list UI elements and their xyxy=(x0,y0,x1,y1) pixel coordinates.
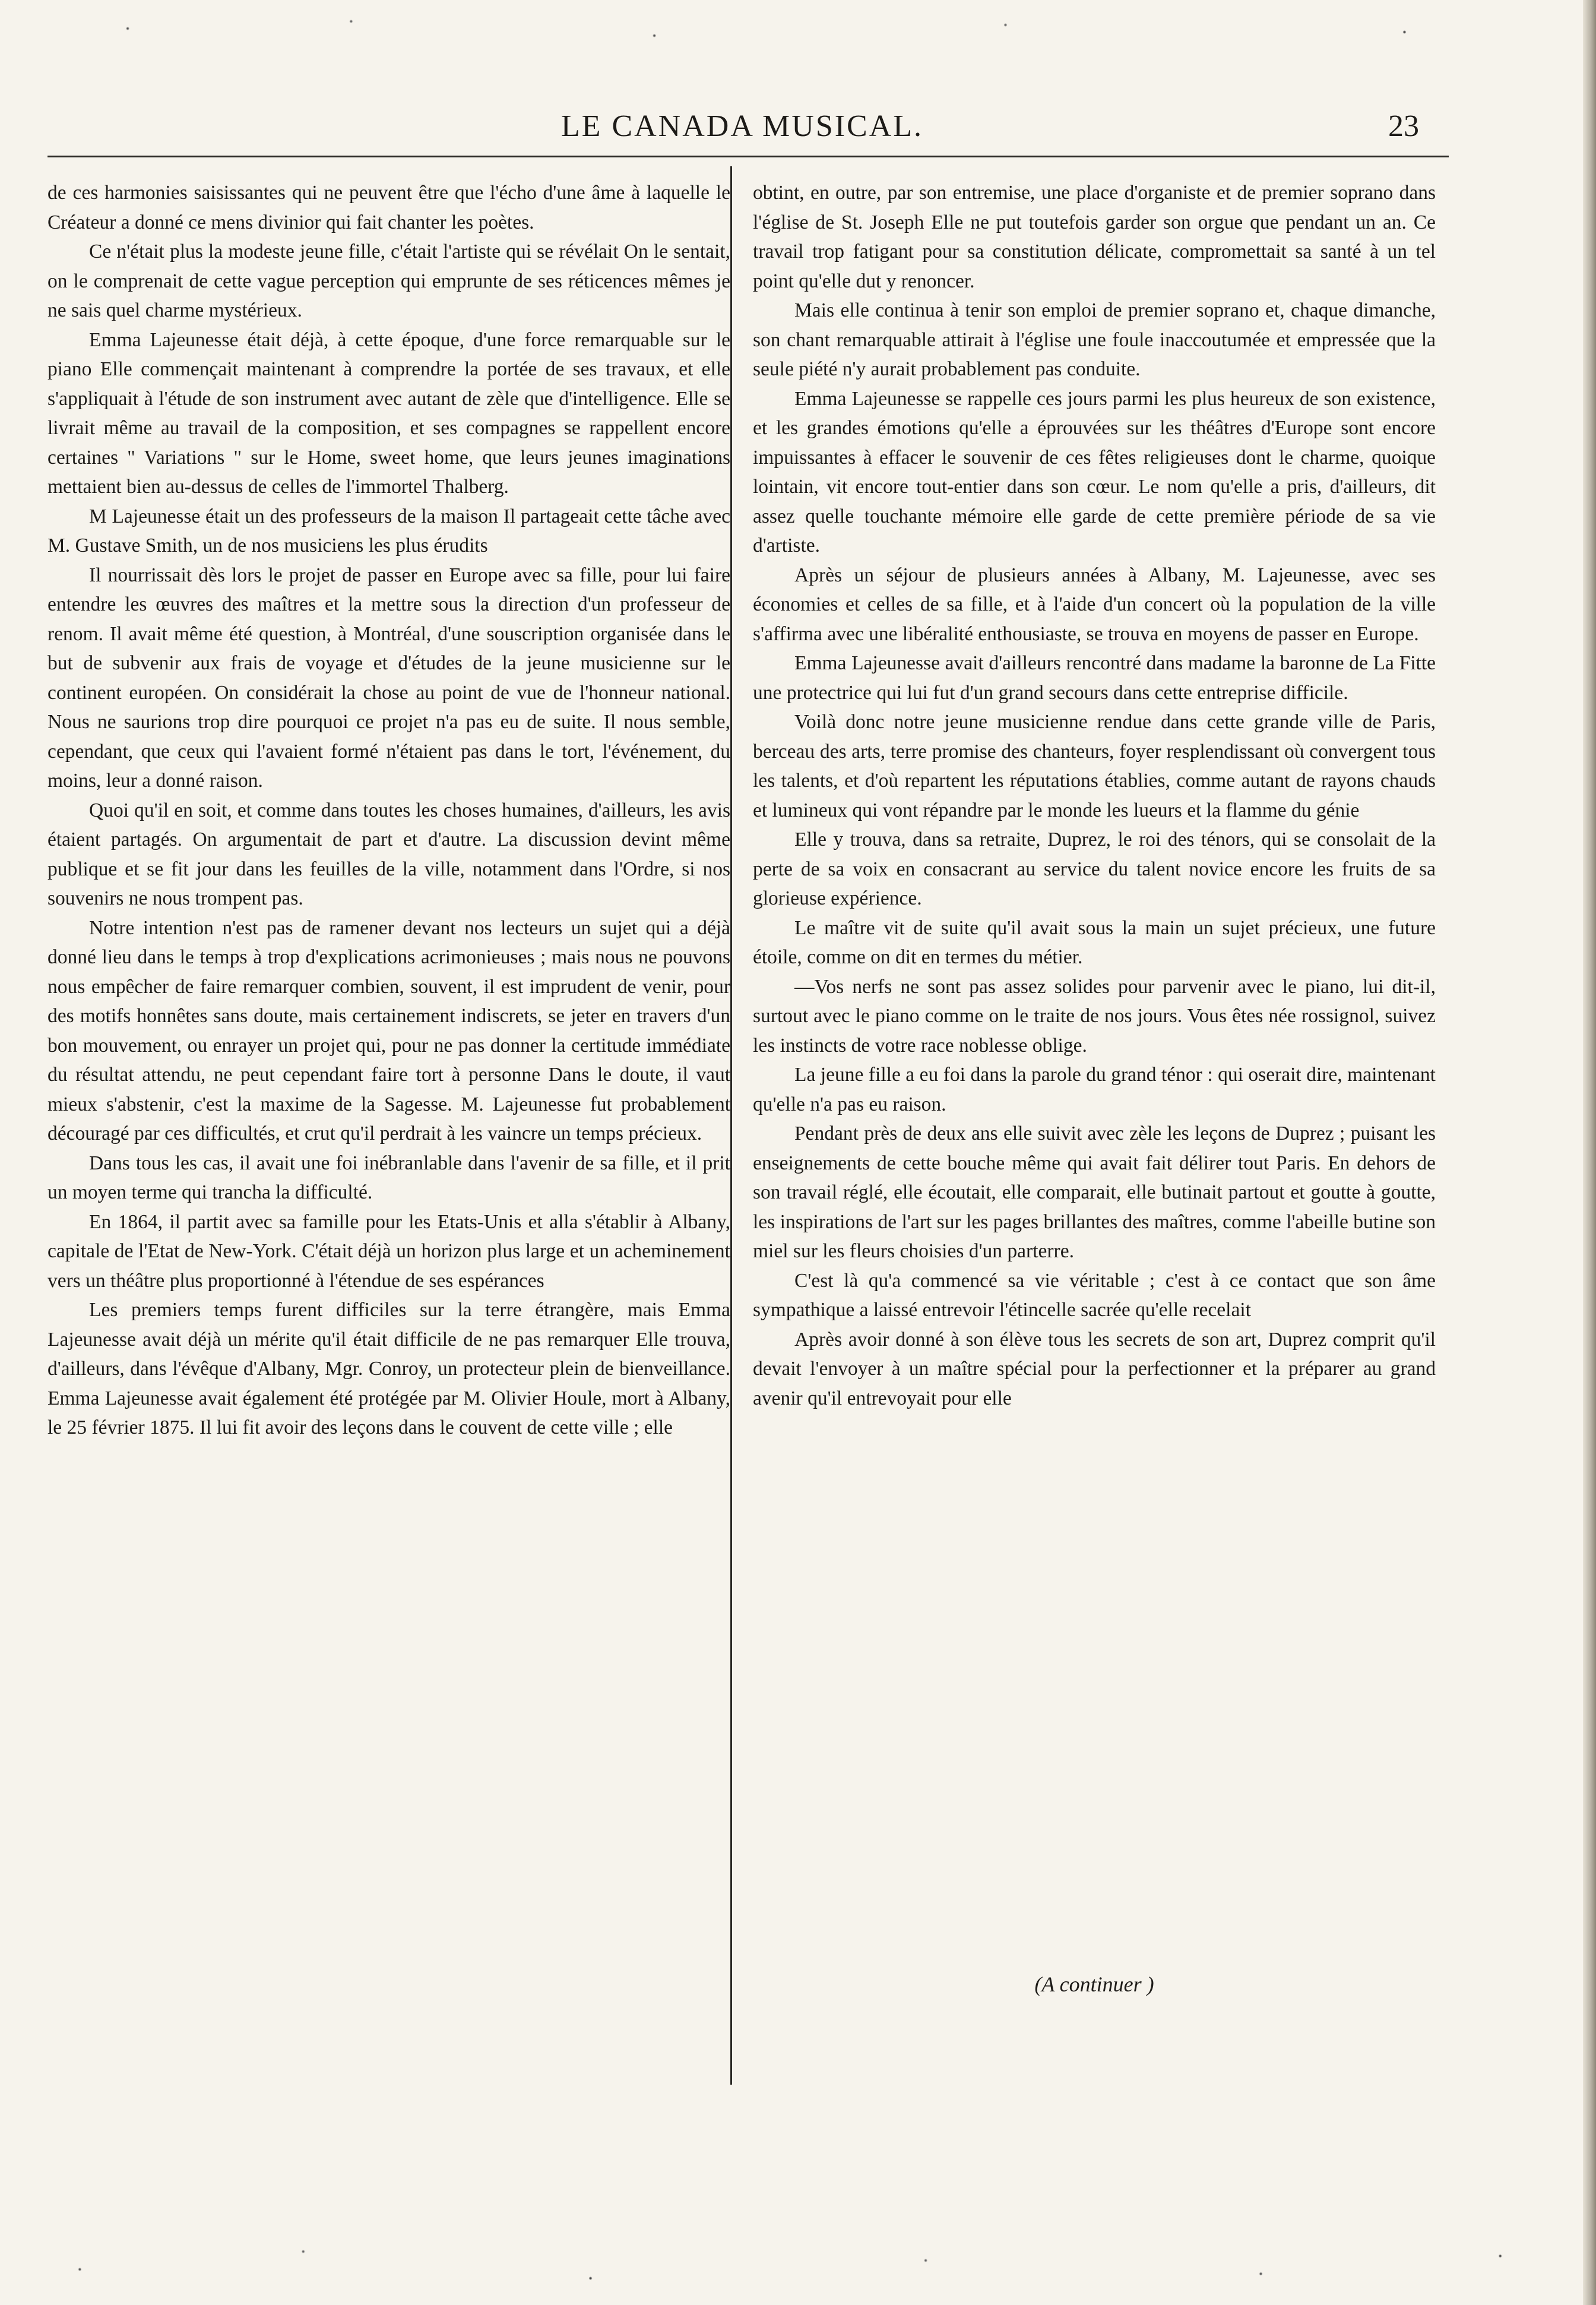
paragraph: Emma Lajeunesse se rappelle ces jours parmi les plus heureux de son existence, et les grandes émotions qu'elle a éprouvées sur les théâtres d'Europe sont encore impuissantes à effacer le souvenir de ces fêtes religieuses dont le charme, quoique lointain, vit encore tout-entier dans son cœur. Le nom qu'elle a pris, d'ailleurs, dit assez quelle touchante mémoire elle garde de cette première période de sa vie d'artiste. xyxy=(753,387,1436,557)
paragraph: Il nourrissait dès lors le projet de passer en Europe avec sa fille, pour lui faire entendre les œuvres des maîtres et la mettre sous la direction d'un professeur de renom. Il avait même été question, à Montréal, d'une souscription organisée dans le but de subvenir aux frais de voyage et d'études de la jeune musicienne sur le continent européen. On considérait la chose au point de vue de l'honneur national. Nous ne saurions trop dire pourquoi ce projet n'a pas eu de suite. Il nous semble, cependant, que ceux qui l'avaient formé n'étaient pas dans le tort, l'événement, du moins, leur a donné raison. xyxy=(48,564,730,792)
paragraph: Notre intention n'est pas de ramener devant nos lecteurs un sujet qui a déjà donné lieu dans le temps à trop d'explications acrimonieuses ; mais nous ne pouvons nous empêcher de faire remarquer combien, souvent, il est imprudent de venir, pour des motifs honnêtes sans doute, mais certainement indiscrets, se jeter en travers d'un bon mouvement, ou enrayer un projet qui, pour ne pas donner la certitude immédiate du résultat attendu, ne peut cependant faire tort à personne Dans le doute, il vaut mieux s'abstenir, c'est la maxime de la Sagesse. M. Lajeunesse fut probablement découragé par ces difficultés, et crut qu'il perdrait à les vaincre un temps précieux. xyxy=(48,916,730,1144)
paragraph: En 1864, il partit avec sa famille pour les Etats-Unis et alla s'établir à Albany, capitale de l'Etat de New-York. C'était déjà un horizon plus large et un acheminement vers un théâtre plus proportionné à l'étendue de ses espérances xyxy=(48,1210,730,1292)
paragraph: Elle y trouva, dans sa retraite, Duprez, le roi des ténors, qui se consolait de la perte de sa voix en consacrant au service du talent novice encore les fruits de sa glorieuse expérience. xyxy=(753,829,1436,909)
paragraph: Dans tous les cas, il avait une foi inébranlable dans l'avenir de sa fille, et il prit un moyen terme qui trancha la difficulté. xyxy=(48,1152,730,1203)
paragraph: La jeune fille a eu foi dans la parole du grand ténor : qui oserait dire, maintenant qu'elle n'a pas eu raison. xyxy=(753,1064,1436,1115)
paragraph: C'est là qu'a commencé sa vie véritable ; c'est à ce contact que son âme sympathique a laissé entrevoir l'étincelle sacrée qu'elle recelait xyxy=(753,1269,1436,1321)
continuation-note: (A continuer ) xyxy=(1034,1972,1154,1996)
paragraph: —Vos nerfs ne sont pas assez solides pour parvenir avec le piano, lui dit-il, surtout avec le piano comme on le traite de nos jours. Vous êtes née rossignol, suivez les instincts de votre race noblesse oblige. xyxy=(753,975,1436,1057)
paragraph: Ce n'était plus la modeste jeune fille, c'était l'artiste qui se révélait On le sentait, on le comprenait de cette vague perception qui emprunte de ses réticences mêmes je ne sais quel charme mystérieux. xyxy=(48,241,730,321)
right-column xyxy=(753,178,1436,1413)
paragraph: M Lajeunesse était un des professeurs de la maison Il partageait cette tâche avec M. Gustave Smith, un de nos musiciens les plus érudits xyxy=(48,505,730,557)
paragraph: Emma Lajeunesse avait d'ailleurs rencontré dans madame la baronne de La Fitte une protectrice qui lui fut d'un grand secours dans cette entreprise difficile. xyxy=(753,652,1436,704)
page-header xyxy=(48,104,1437,151)
paragraph: Quoi qu'il en soit, et comme dans toutes les choses humaines, d'ailleurs, les avis étaient partagés. On argumentait de part et d'autre. La discussion devint même publique et se fit jour dans les feuilles de la ville, notamment dans l'Ordre, si nos souvenirs ne nous trompent pas. xyxy=(48,799,730,909)
page-edge xyxy=(1583,0,1596,2305)
paragraph: Après un séjour de plusieurs années à Albany, M. Lajeunesse, avec ses économies et celles de sa fille, et à l'aide d'un concert où la population de la ville s'affirma avec une libéralité enthousiaste, se trouva en moyens de passer en Europe. xyxy=(753,564,1436,645)
page-number: 23 xyxy=(1388,109,1419,143)
paragraph: Emma Lajeunesse était déjà, à cette époque, d'une force remarquable sur le piano Elle commençait maintenant à comprendre la portée de ses travaux, et elle s'appliquait à l'étude de son instrument avec autant de zèle que d'intelligence. Elle se livrait même au travail de la composition, et ses compagnes se rappellent encore certaines " Variations " sur le Home, sweet home, que leurs jeunes imaginations mettaient bien au-dessus de celles de l'immortel Thalberg. xyxy=(48,328,730,498)
paragraph: obtint, en outre, par son entremise, une place d'organiste et de premier soprano dans l'église de St. Joseph Elle ne put toutefois garder son orgue que pendant un an. Ce travail trop fatigant pour sa constitution délicate, compromettait sa santé à un tel point qu'elle dut y renoncer. xyxy=(753,182,1436,292)
running-title: LE CANADA MUSICAL. xyxy=(560,109,924,143)
paragraph: Les premiers temps furent difficiles sur la terre étrangère, mais Emma Lajeunesse avait déjà un mérite qu'il était difficile de ne pas remarquer Elle trouva, d'ailleurs, dans l'évêque d'Albany, Mgr. Conroy, un protecteur plein de bienveillance. Emma Lajeunesse avait également été protégée par M. Olivier Houle, mort à Albany, le 25 février 1875. Il lui fit avoir des leçons dans le couvent de cette ville ; elle xyxy=(48,1299,730,1438)
paragraph: de ces harmonies saisissantes qui ne peuvent être que l'écho d'une âme à laquelle le Créateur a donné ce mens divinior qui fait chanter les poètes. xyxy=(48,182,730,233)
print-noise-bottom xyxy=(0,2216,1596,2305)
print-noise-top xyxy=(0,0,1596,71)
header-rule xyxy=(48,156,1449,157)
paragraph: Mais elle continua à tenir son emploi de premier soprano et, chaque dimanche, son chant remarquable attirait à l'église une foule inaccoutumée et empressée que la seule piété n'y aurait probablement pas conduite. xyxy=(753,299,1436,380)
paragraph: Voilà donc notre jeune musicienne rendue dans cette grande ville de Paris, berceau des arts, terre promise des chanteurs, foyer resplendissant où convergent tous les talents, et d'où repartent les réputations établies, comme autant de rayons chauds et lumineux qui vont répandre par le monde les lueurs et la flamme du génie xyxy=(753,711,1436,821)
paragraph: Pendant près de deux ans elle suivit avec zèle les leçons de Duprez ; puisant les enseignements de cette bouche même qui avait fait délirer tout Paris. En dehors de son travail réglé, elle écoutait, elle comparait, elle butinait partout et goutte à goutte, les inspirations de l'art sur les pages brillantes des maîtres, comme l'abeille butine son miel sur les fleurs choisies d'un parterre. xyxy=(753,1123,1436,1262)
paragraph: Après avoir donné à son élève tous les secrets de son art, Duprez comprit qu'il devait l'envoyer à un maître spécial pour la perfectionner et la préparer au grand avenir qu'il entrevoyait pour elle xyxy=(753,1328,1436,1409)
column-divider xyxy=(730,166,732,2085)
left-column xyxy=(48,178,730,1443)
paragraph: Le maître vit de suite qu'il avait sous la main un sujet précieux, une future étoile, comme on dit en termes du métier. xyxy=(753,916,1436,968)
